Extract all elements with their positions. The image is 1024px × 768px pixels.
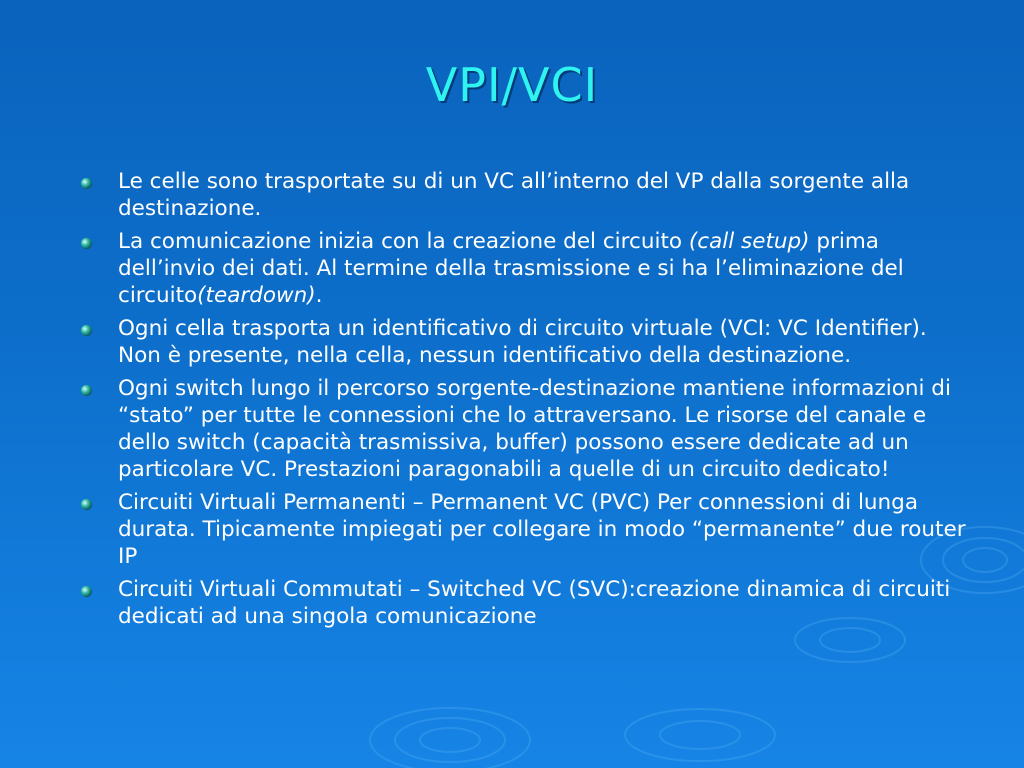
bullet-item bbox=[78, 168, 973, 222]
bullet-item bbox=[78, 315, 973, 369]
bullet-list bbox=[78, 168, 973, 636]
bullet-item bbox=[78, 576, 973, 630]
bullet-item bbox=[78, 228, 973, 309]
slide-title: VPI/VCI bbox=[425, 58, 599, 112]
bullet-text: Circuiti Virtuali Commutati – Switched VC (SVC):creazione dinamica di circuiti dedicati ad una singola comunicazione bbox=[118, 577, 951, 629]
green-sphere-bullet-icon bbox=[80, 324, 93, 337]
green-sphere-bullet-icon bbox=[80, 498, 93, 511]
green-sphere-bullet-icon bbox=[80, 585, 93, 598]
bullet-item bbox=[78, 375, 973, 483]
green-sphere-bullet-icon bbox=[80, 384, 93, 397]
bullet-text: Ogni switch lungo il percorso sorgente-destinazione mantiene informazioni di “stato” per tutte le connessioni che lo attraversano. Le risorse del canale e dello switch (capacità trasmissiva, buffer) possono essere dedicate ad un particolare VC. Prestazioni paragonabili a quelle di un circuito dedicato! bbox=[118, 376, 951, 482]
bullet-text-continued: prima dell’invio dei dati. Al termine della trasmissione e si ha l’eliminazione del circuito bbox=[118, 229, 904, 308]
bullet-text-end: . bbox=[315, 283, 323, 308]
bullet-italic-text: (teardown) bbox=[197, 283, 316, 308]
green-sphere-bullet-icon bbox=[80, 237, 93, 250]
bullet-text: Ogni cella trasporta un identificativo di circuito virtuale (VCI: VC Identifier). Non è presente, nella cella, nessun identificativo della destinazione. bbox=[118, 316, 927, 368]
bullet-italic-text: (call setup) bbox=[688, 229, 810, 254]
bullet-text: Circuiti Virtuali Permanenti – Permanent VC (PVC) Per connessioni di lunga durata. Tipicamente impiegati per collegare in modo “permanente” due router IP bbox=[118, 490, 966, 569]
green-sphere-bullet-icon bbox=[80, 177, 93, 190]
bullet-text: Le celle sono trasportate su di un VC all’interno del VP dalla sorgente alla destinazione. bbox=[118, 169, 910, 221]
bullet-item bbox=[78, 489, 973, 570]
bullet-text: La comunicazione inizia con la creazione del circuito bbox=[118, 229, 689, 254]
